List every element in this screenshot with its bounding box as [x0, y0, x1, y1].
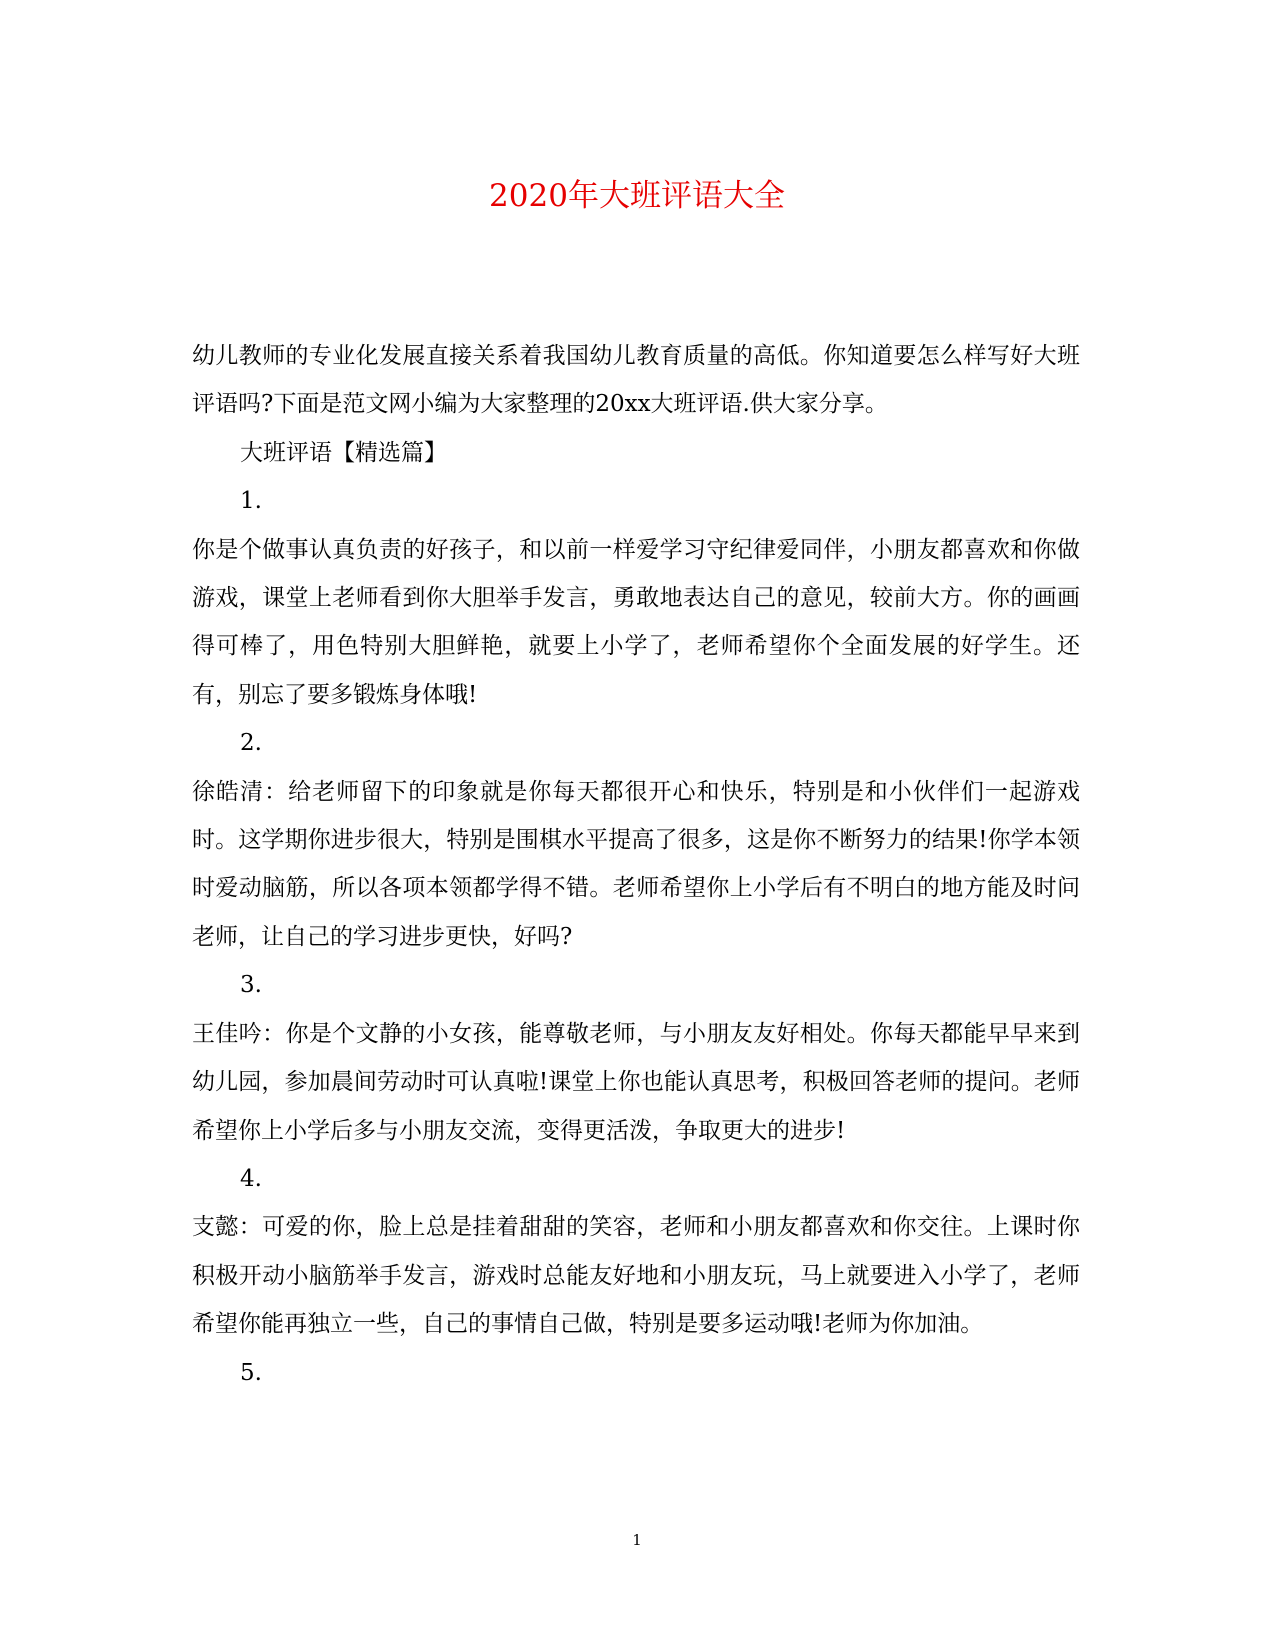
item-number: 1.	[240, 488, 262, 515]
section-heading: 大班评语【精选篇】	[240, 439, 447, 466]
item-number: 5.	[240, 1359, 262, 1386]
intro-paragraph: 幼儿教师的专业化发展直接关系着我国幼儿教育质量的高低。你知道要怎么样写好大班评语吗?下面是范文网小编为大家整理的20xx大班评语.供大家分享。	[192, 343, 1080, 418]
item-text: 王佳吟：你是个文静的小女孩，能尊敬老师，与小朋友友好相处。你每天都能早早来到幼儿园，参加晨间劳动时可认真啦!课堂上你也能认真思考，积极回答老师的提问。老师希望你上小学后多与小朋友交流，变得更活泼，争取更大的进步!	[192, 1020, 1080, 1144]
document-title: 2020年大班评语大全	[489, 178, 785, 214]
document-body	[192, 332, 1080, 1397]
item-number: 4.	[240, 1165, 262, 1192]
item-text: 徐皓清：给老师留下的印象就是你每天都很开心和快乐，特别是和小伙伴们一起游戏时。这学期你进步很大，特别是围棋水平提高了很多，这是你不断努力的结果!你学本领时爱动脑筋，所以各项本领都学得不错。老师希望你上小学后有不明白的地方能及时问老师，让自己的学习进步更快，好吗?	[192, 778, 1080, 950]
item-text: 你是个做事认真负责的好孩子，和以前一样爱学习守纪律爱同伴，小朋友都喜欢和你做游戏，课堂上老师看到你大胆举手发言，勇敢地表达自己的意见，较前大方。你的画画得可棒了，用色特别大胆鲜艳，就要上小学了，老师希望你个全面发展的好学生。还有，别忘了要多锻炼身体哦!	[192, 536, 1080, 708]
item-number: 3.	[240, 972, 262, 999]
item-text: 支懿：可爱的你，脸上总是挂着甜甜的笑容，老师和小朋友都喜欢和你交往。上课时你积极开动小脑筋举手发言，游戏时总能友好地和小朋友玩，马上就要进入小学了，老师希望你能再独立一些，自己的事情自己做，特别是要多运动哦!老师为你加油。	[192, 1214, 1080, 1338]
page-number: 1	[632, 1531, 642, 1549]
item-number: 2.	[240, 730, 262, 757]
